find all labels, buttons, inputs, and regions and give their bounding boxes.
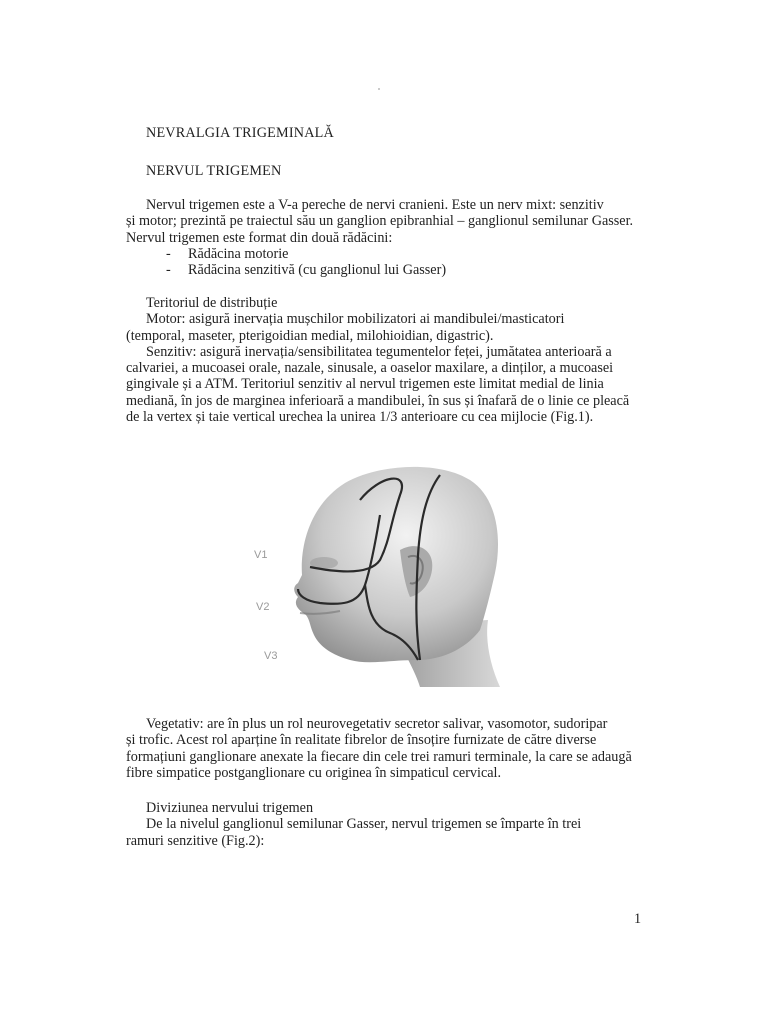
- intro-paragraph: [126, 197, 643, 246]
- list-item-text: Rădăcina senzitivă (cu ganglionul lui Gasser): [188, 262, 447, 279]
- division-section: [126, 800, 643, 849]
- senzitiv-line: de la vertex și taie vertical urechea la unirea 1/3 anterioare cu cea mijlocie (Fig.1).: [126, 409, 594, 426]
- page-number: 1: [634, 911, 642, 927]
- list-item: [166, 262, 446, 278]
- vegetativ-paragraph: [126, 716, 643, 781]
- scan-speck: [378, 88, 380, 90]
- vegetativ-line: formațiuni ganglionare anexate la fiecare din cele trei ramuri terminale, la care se adaugă: [126, 748, 632, 765]
- intro-line: și motor; prezintă pe traiectul său un ganglion epibranhial – ganglionul semilunar Gasser.: [126, 213, 634, 230]
- trigeminal-territory-figure: [240, 455, 540, 687]
- document-title: NEVRALGIA TRIGEMINALĂ: [146, 125, 334, 141]
- senzitiv-line: calvariei, a mucoasei orale, nazale, sinusale, a oaselor maxilare, a dinților, a mucoasei: [126, 360, 614, 377]
- list-item-text: Rădăcina motorie: [188, 246, 289, 262]
- roots-list: [166, 246, 446, 279]
- vegetativ-line: Vegetativ: are în plus un rol neurovegetativ secretor salivar, vasomotor, sudoripar: [146, 716, 608, 732]
- senzitiv-line: mediană, în jos de marginea inferioară a mandibulei, în sus și înafară de o linie ce pleacă: [126, 392, 630, 409]
- v3-label: V3: [264, 650, 278, 662]
- senzitiv-line: gingivale și a ATM. Teritoriul senzitiv al nervul trigemen este limitat medial de linia: [126, 376, 604, 393]
- v1-label: V1: [254, 549, 268, 561]
- head-illustration: [240, 455, 540, 687]
- distribution-section: [126, 295, 643, 425]
- intro-line: Nervul trigemen este format din două rădăcini:: [126, 229, 393, 246]
- division-heading: Diviziunea nervului trigemen: [146, 800, 314, 816]
- list-item: [166, 246, 446, 262]
- bullet-dash: -: [166, 262, 171, 279]
- motor-line: (temporal, maseter, pterigoidian medial, milohioidian, digastric).: [126, 327, 494, 344]
- motor-line: Motor: asigură inervația mușchilor mobilizatori ai mandibulei/masticatori: [146, 311, 565, 328]
- intro-line: Nervul trigemen este a V-a pereche de nervi cranieni. Este un nerv mixt: senzitiv: [146, 197, 604, 213]
- division-line: ramuri senzitive (Fig.2):: [126, 832, 265, 849]
- distribution-heading: Teritoriul de distribuție: [146, 295, 278, 311]
- vegetativ-line: fibre simpatice postganglionare cu originea în simpaticul cervical.: [126, 764, 502, 781]
- division-line: De la nivelul ganglionul semilunar Gasser, nervul trigemen se împarte în trei: [146, 816, 582, 833]
- bullet-dash: -: [166, 246, 171, 262]
- senzitiv-line: Senzitiv: asigură inervația/sensibilitatea tegumentelor feței, jumătatea anterioară a: [146, 343, 612, 360]
- vegetativ-line: și trofic. Acest rol aparține în realitate fibrelor de însoțire furnizate de către diverse: [126, 732, 597, 749]
- section-title: NERVUL TRIGEMEN: [146, 163, 282, 179]
- v2-label: V2: [256, 601, 270, 613]
